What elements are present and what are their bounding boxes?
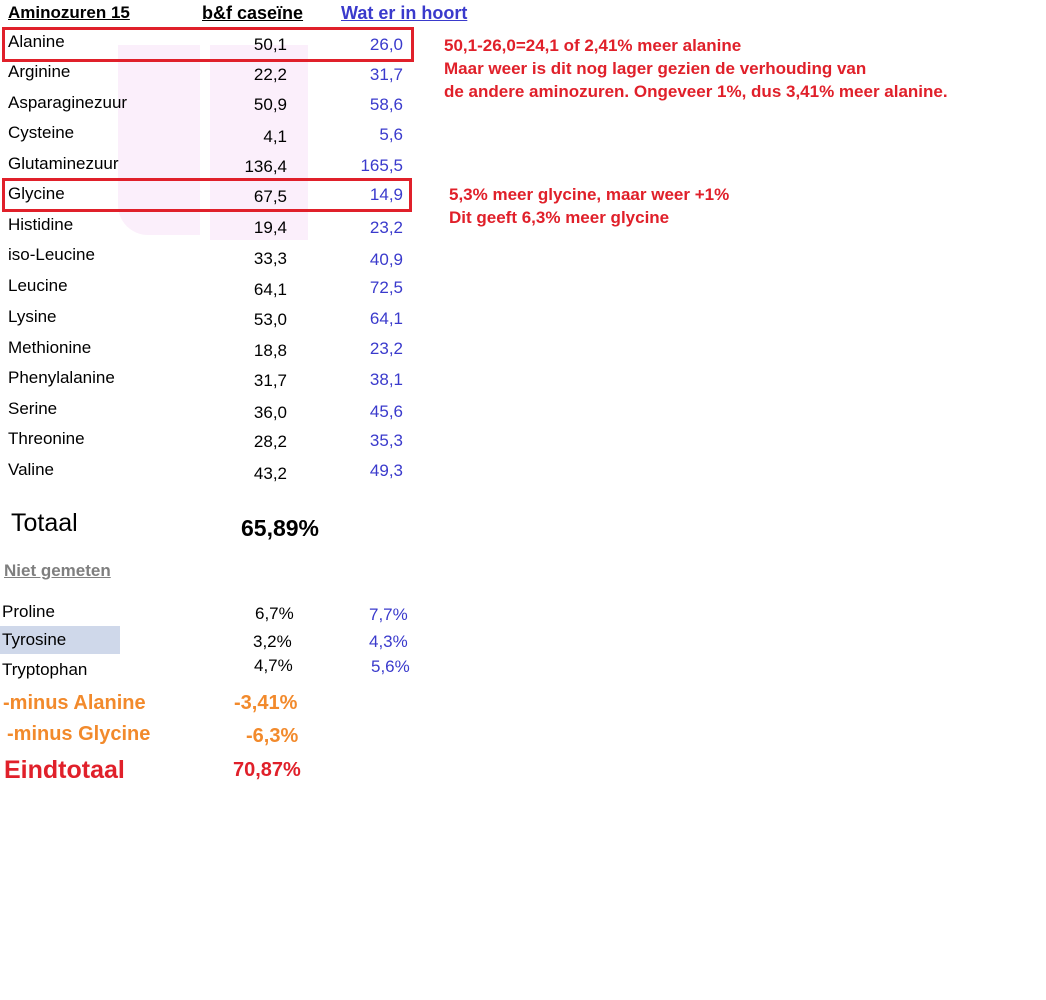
row-name: Glycine	[8, 184, 65, 203]
row-name: Valine	[8, 460, 54, 479]
glycine-note-line-2: Dit geeft 6,3% meer glycine	[449, 208, 670, 227]
alanine-note-line-2: Maar weer is dit nog lager gezien de verhouding van	[444, 59, 867, 78]
row-value-reference: 31,7	[369, 65, 403, 84]
row-value-caseine: 31,7	[253, 371, 287, 390]
row-name: Serine	[8, 399, 58, 418]
row-value-reference: 35,3	[369, 431, 403, 450]
row-name: Lysine	[8, 307, 57, 326]
row-value-caseine: 67,5	[253, 187, 287, 206]
not-measured-value-reference: 5,6%	[371, 657, 410, 676]
row-value-caseine: 136,4	[244, 157, 287, 176]
total-value: 65,89%	[241, 515, 320, 541]
not-measured-name: Proline	[2, 602, 55, 621]
row-value-caseine: 50,9	[253, 95, 287, 114]
row-value-caseine: 18,8	[253, 341, 287, 360]
row-value-reference: 72,5	[369, 278, 403, 297]
glycine-note-line-1: 5,3% meer glycine, maar weer +1%	[449, 185, 730, 204]
row-value-reference: 64,1	[369, 309, 403, 328]
header-col1: b&f caseïne	[202, 3, 304, 23]
row-name: Cysteine	[8, 123, 75, 142]
row-value-reference: 45,6	[369, 402, 403, 421]
row-value-reference: 165,5	[360, 156, 403, 175]
row-value-caseine: 22,2	[253, 65, 287, 84]
row-value-reference: 23,2	[369, 218, 403, 237]
alanine-note-line-3: de andere aminozuren. Ongeveer 1%, dus 3,41% meer alanine.	[444, 82, 948, 101]
header-name: Aminozuren 15	[8, 3, 130, 22]
adjustment-label: -minus Glycine	[7, 723, 151, 745]
row-name: Asparaginezuur	[8, 93, 128, 112]
row-value-caseine: 53,0	[253, 310, 287, 329]
total-label: Totaal	[11, 509, 78, 537]
row-name: Glutaminezuur	[8, 154, 119, 173]
not-measured-value-caseine: 3,2%	[253, 632, 292, 651]
row-value-reference: 38,1	[369, 370, 403, 389]
adjustment-label: -minus Alanine	[3, 692, 146, 714]
row-name: Arginine	[8, 62, 71, 81]
header-col2: Wat er in hoort	[341, 3, 468, 23]
row-value-caseine: 28,2	[253, 432, 287, 451]
row-value-caseine: 19,4	[253, 218, 287, 237]
final-total-value: 70,87%	[233, 759, 301, 781]
row-value-caseine: 64,1	[253, 280, 287, 299]
row-value-caseine: 50,1	[253, 35, 287, 54]
row-value-caseine: 4,1	[263, 127, 287, 146]
row-value-reference: 23,2	[369, 339, 403, 358]
alanine-note-line-1: 50,1-26,0=24,1 of 2,41% meer alanine	[444, 36, 742, 55]
row-value-caseine: 43,2	[253, 464, 287, 483]
not-measured-value-caseine: 6,7%	[255, 604, 294, 623]
not-measured-value-caseine: 4,7%	[254, 656, 293, 675]
adjustment-value: -6,3%	[246, 725, 299, 747]
row-name: Threonine	[8, 429, 85, 448]
row-name: Leucine	[8, 276, 68, 295]
row-value-reference: 49,3	[369, 461, 403, 480]
row-name: iso-Leucine	[8, 245, 95, 264]
row-name: Phenylalanine	[8, 368, 115, 387]
row-value-reference: 5,6	[379, 125, 403, 144]
row-value-reference: 26,0	[369, 35, 403, 54]
row-name: Alanine	[8, 32, 65, 51]
not-measured-title: Niet gemeten	[4, 561, 111, 580]
not-measured-value-reference: 4,3%	[369, 632, 408, 651]
final-total-label: Eindtotaal	[4, 756, 125, 784]
row-value-reference: 58,6	[369, 95, 403, 114]
not-measured-name: Tryptophan	[2, 660, 88, 679]
row-value-reference: 40,9	[369, 250, 403, 269]
row-name: Histidine	[8, 215, 74, 234]
row-value-caseine: 36,0	[253, 403, 287, 422]
not-measured-name: Tyrosine	[2, 630, 67, 649]
adjustment-value: -3,41%	[234, 692, 298, 714]
row-name: Methionine	[8, 338, 92, 357]
row-value-caseine: 33,3	[253, 249, 287, 268]
row-value-reference: 14,9	[369, 185, 403, 204]
not-measured-value-reference: 7,7%	[369, 605, 408, 624]
